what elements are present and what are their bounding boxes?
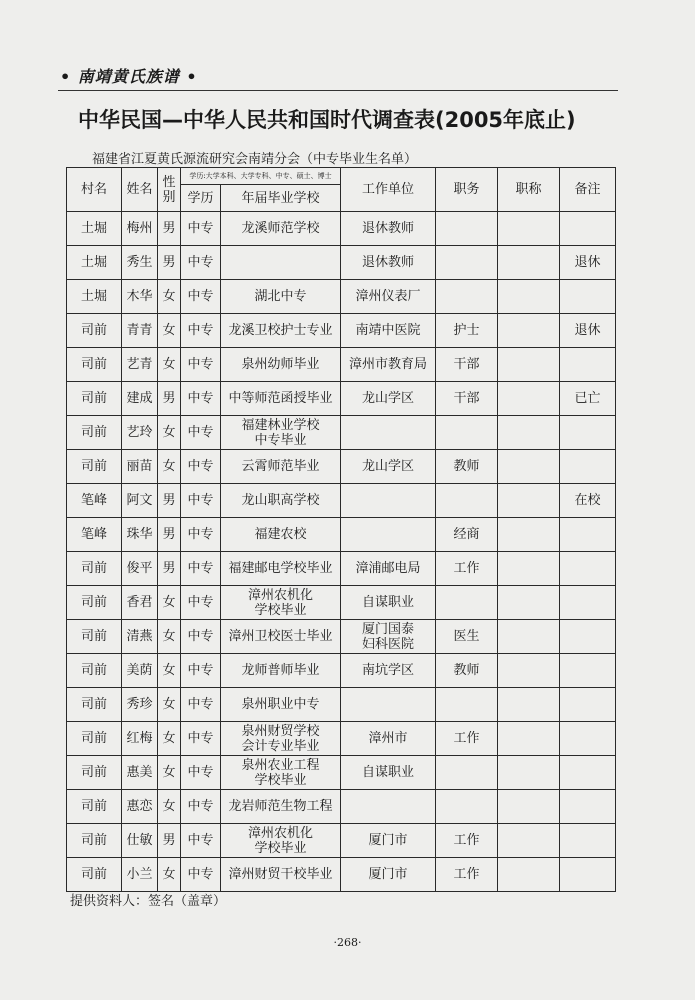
book-running-title: • 南靖黄氏族谱 • bbox=[60, 67, 198, 86]
cell-name: 建成 bbox=[122, 382, 158, 416]
cell-school bbox=[221, 246, 341, 280]
table-row bbox=[67, 688, 616, 722]
table-row bbox=[67, 586, 616, 620]
page-subtitle: 福建省江夏黄氏源流研究会南靖分会（中专毕业生名单） bbox=[92, 152, 418, 167]
table-row bbox=[67, 382, 616, 416]
cell-position bbox=[436, 416, 498, 450]
cell-education: 中专 bbox=[181, 722, 221, 756]
table-row bbox=[67, 722, 616, 756]
cell-title bbox=[498, 620, 560, 654]
cell-school: 龙山职高学校 bbox=[221, 484, 341, 518]
cell-school: 漳州卫校医士毕业 bbox=[221, 620, 341, 654]
cell-position bbox=[436, 790, 498, 824]
cell-workplace: 南靖中医院 bbox=[341, 314, 436, 348]
cell-education: 中专 bbox=[181, 450, 221, 484]
cell-name: 艺玲 bbox=[122, 416, 158, 450]
cell-remarks bbox=[560, 790, 616, 824]
cell-school: 泉州幼师毕业 bbox=[221, 348, 341, 382]
header-school: 年届毕业学校 bbox=[221, 185, 341, 212]
cell-name: 香君 bbox=[122, 586, 158, 620]
cell-name: 仕敏 bbox=[122, 824, 158, 858]
header-workplace: 工作单位 bbox=[341, 168, 436, 212]
cell-name: 美荫 bbox=[122, 654, 158, 688]
cell-school: 龙溪卫校护士专业 bbox=[221, 314, 341, 348]
cell-village: 笔峰 bbox=[67, 484, 122, 518]
cell-position: 医生 bbox=[436, 620, 498, 654]
cell-position: 工作 bbox=[436, 722, 498, 756]
page-number: ·268· bbox=[333, 936, 362, 949]
cell-education: 中专 bbox=[181, 654, 221, 688]
cell-village: 司前 bbox=[67, 790, 122, 824]
cell-workplace: 退休教师 bbox=[341, 212, 436, 246]
cell-gender: 女 bbox=[158, 450, 181, 484]
cell-school: 漳州农机化 学校毕业 bbox=[221, 586, 341, 620]
cell-remarks bbox=[560, 756, 616, 790]
cell-name: 丽苗 bbox=[122, 450, 158, 484]
cell-title bbox=[498, 314, 560, 348]
cell-workplace: 厦门国泰 妇科医院 bbox=[341, 620, 436, 654]
cell-school: 福建邮电学校毕业 bbox=[221, 552, 341, 586]
cell-position: 工作 bbox=[436, 858, 498, 892]
cell-village: 司前 bbox=[67, 348, 122, 382]
cell-village: 司前 bbox=[67, 654, 122, 688]
header-divider bbox=[58, 90, 618, 91]
cell-school: 泉州农业工程 学校毕业 bbox=[221, 756, 341, 790]
cell-workplace: 厦门市 bbox=[341, 824, 436, 858]
cell-title bbox=[498, 654, 560, 688]
cell-name: 秀珍 bbox=[122, 688, 158, 722]
cell-position: 工作 bbox=[436, 824, 498, 858]
cell-education: 中专 bbox=[181, 484, 221, 518]
cell-school: 福建农校 bbox=[221, 518, 341, 552]
cell-education: 中专 bbox=[181, 586, 221, 620]
cell-title bbox=[498, 722, 560, 756]
cell-village: 司前 bbox=[67, 620, 122, 654]
cell-name: 俊平 bbox=[122, 552, 158, 586]
cell-title bbox=[498, 484, 560, 518]
cell-name: 秀生 bbox=[122, 246, 158, 280]
cell-name: 小兰 bbox=[122, 858, 158, 892]
cell-title bbox=[498, 688, 560, 722]
table-row bbox=[67, 416, 616, 450]
cell-school: 龙溪师范学校 bbox=[221, 212, 341, 246]
header-gender: 性 别 bbox=[158, 168, 181, 212]
cell-gender: 女 bbox=[158, 586, 181, 620]
cell-school: 漳州农机化 学校毕业 bbox=[221, 824, 341, 858]
cell-village: 土堀 bbox=[67, 212, 122, 246]
cell-position: 护士 bbox=[436, 314, 498, 348]
cell-gender: 女 bbox=[158, 348, 181, 382]
table-row bbox=[67, 858, 616, 892]
cell-workplace bbox=[341, 790, 436, 824]
cell-workplace: 自谋职业 bbox=[341, 586, 436, 620]
table-row bbox=[67, 654, 616, 688]
cell-school: 湖北中专 bbox=[221, 280, 341, 314]
cell-name: 惠恋 bbox=[122, 790, 158, 824]
cell-remarks bbox=[560, 212, 616, 246]
cell-position bbox=[436, 484, 498, 518]
cell-remarks bbox=[560, 824, 616, 858]
cell-position: 经商 bbox=[436, 518, 498, 552]
cell-position bbox=[436, 280, 498, 314]
cell-village: 土堀 bbox=[67, 246, 122, 280]
cell-workplace bbox=[341, 416, 436, 450]
cell-title bbox=[498, 212, 560, 246]
cell-remarks bbox=[560, 858, 616, 892]
cell-title bbox=[498, 586, 560, 620]
cell-village: 司前 bbox=[67, 450, 122, 484]
cell-education: 中专 bbox=[181, 314, 221, 348]
table-body bbox=[67, 212, 616, 892]
cell-gender: 女 bbox=[158, 314, 181, 348]
table-row bbox=[67, 246, 616, 280]
cell-school: 泉州财贸学校 会计专业毕业 bbox=[221, 722, 341, 756]
cell-title bbox=[498, 790, 560, 824]
cell-education: 中专 bbox=[181, 348, 221, 382]
cell-gender: 男 bbox=[158, 382, 181, 416]
cell-remarks bbox=[560, 654, 616, 688]
cell-workplace: 龙山学区 bbox=[341, 450, 436, 484]
cell-name: 木华 bbox=[122, 280, 158, 314]
header-education-note: 学历:大学本科、大学专科、中专、硕士、博士 bbox=[181, 168, 341, 185]
cell-remarks: 退休 bbox=[560, 246, 616, 280]
table-row bbox=[67, 756, 616, 790]
table-row bbox=[67, 484, 616, 518]
cell-remarks bbox=[560, 586, 616, 620]
table-row bbox=[67, 314, 616, 348]
cell-gender: 男 bbox=[158, 552, 181, 586]
cell-education: 中专 bbox=[181, 756, 221, 790]
cell-school: 龙师普师毕业 bbox=[221, 654, 341, 688]
cell-education: 中专 bbox=[181, 518, 221, 552]
cell-remarks bbox=[560, 552, 616, 586]
cell-position: 教师 bbox=[436, 450, 498, 484]
cell-school: 中等师范函授毕业 bbox=[221, 382, 341, 416]
cell-gender: 女 bbox=[158, 620, 181, 654]
table-row bbox=[67, 824, 616, 858]
cell-position: 教师 bbox=[436, 654, 498, 688]
cell-remarks bbox=[560, 620, 616, 654]
cell-position bbox=[436, 756, 498, 790]
cell-workplace: 漳州仪表厂 bbox=[341, 280, 436, 314]
cell-workplace bbox=[341, 688, 436, 722]
cell-village: 司前 bbox=[67, 722, 122, 756]
cell-title bbox=[498, 756, 560, 790]
cell-title bbox=[498, 518, 560, 552]
table-row bbox=[67, 450, 616, 484]
cell-title bbox=[498, 246, 560, 280]
provider-signature-line: 提供资料人：签名（盖章） bbox=[70, 894, 227, 909]
cell-remarks bbox=[560, 348, 616, 382]
cell-name: 清燕 bbox=[122, 620, 158, 654]
cell-title bbox=[498, 824, 560, 858]
cell-gender: 女 bbox=[158, 280, 181, 314]
graduates-table bbox=[66, 167, 616, 892]
cell-education: 中专 bbox=[181, 280, 221, 314]
cell-gender: 男 bbox=[158, 246, 181, 280]
cell-education: 中专 bbox=[181, 552, 221, 586]
cell-education: 中专 bbox=[181, 824, 221, 858]
cell-name: 惠美 bbox=[122, 756, 158, 790]
cell-workplace: 龙山学区 bbox=[341, 382, 436, 416]
cell-title bbox=[498, 450, 560, 484]
cell-village: 司前 bbox=[67, 586, 122, 620]
cell-village: 司前 bbox=[67, 416, 122, 450]
cell-remarks bbox=[560, 416, 616, 450]
cell-education: 中专 bbox=[181, 688, 221, 722]
cell-workplace: 漳州市 bbox=[341, 722, 436, 756]
cell-title bbox=[498, 416, 560, 450]
cell-school: 泉州职业中专 bbox=[221, 688, 341, 722]
cell-position bbox=[436, 246, 498, 280]
cell-education: 中专 bbox=[181, 790, 221, 824]
cell-village: 土堀 bbox=[67, 280, 122, 314]
cell-education: 中专 bbox=[181, 620, 221, 654]
cell-remarks bbox=[560, 688, 616, 722]
header-remarks: 备注 bbox=[560, 168, 616, 212]
header-position: 职务 bbox=[436, 168, 498, 212]
table-row bbox=[67, 280, 616, 314]
cell-gender: 男 bbox=[158, 484, 181, 518]
cell-gender: 男 bbox=[158, 824, 181, 858]
cell-village: 笔峰 bbox=[67, 518, 122, 552]
cell-education: 中专 bbox=[181, 416, 221, 450]
cell-name: 红梅 bbox=[122, 722, 158, 756]
cell-title bbox=[498, 552, 560, 586]
cell-name: 阿文 bbox=[122, 484, 158, 518]
cell-name: 梅州 bbox=[122, 212, 158, 246]
cell-gender: 女 bbox=[158, 790, 181, 824]
cell-position: 工作 bbox=[436, 552, 498, 586]
cell-school: 龙岩师范生物工程 bbox=[221, 790, 341, 824]
cell-school: 福建林业学校 中专毕业 bbox=[221, 416, 341, 450]
table-row bbox=[67, 212, 616, 246]
cell-title bbox=[498, 280, 560, 314]
cell-position bbox=[436, 212, 498, 246]
table-row bbox=[67, 552, 616, 586]
cell-name: 艺青 bbox=[122, 348, 158, 382]
table-row bbox=[67, 790, 616, 824]
cell-school: 云霄师范毕业 bbox=[221, 450, 341, 484]
header-education: 学历 bbox=[181, 185, 221, 212]
cell-education: 中专 bbox=[181, 212, 221, 246]
cell-title bbox=[498, 382, 560, 416]
table-row bbox=[67, 620, 616, 654]
cell-workplace bbox=[341, 518, 436, 552]
cell-remarks: 在校 bbox=[560, 484, 616, 518]
cell-village: 司前 bbox=[67, 756, 122, 790]
cell-village: 司前 bbox=[67, 858, 122, 892]
cell-workplace: 厦门市 bbox=[341, 858, 436, 892]
cell-remarks: 已亡 bbox=[560, 382, 616, 416]
cell-gender: 男 bbox=[158, 518, 181, 552]
cell-remarks bbox=[560, 450, 616, 484]
cell-position: 干部 bbox=[436, 348, 498, 382]
cell-workplace: 南坑学区 bbox=[341, 654, 436, 688]
cell-position bbox=[436, 586, 498, 620]
table-row bbox=[67, 518, 616, 552]
header-title: 职称 bbox=[498, 168, 560, 212]
cell-workplace: 退休教师 bbox=[341, 246, 436, 280]
cell-workplace: 自谋职业 bbox=[341, 756, 436, 790]
cell-remarks bbox=[560, 518, 616, 552]
cell-village: 司前 bbox=[67, 688, 122, 722]
cell-gender: 女 bbox=[158, 756, 181, 790]
cell-remarks bbox=[560, 280, 616, 314]
cell-name: 珠华 bbox=[122, 518, 158, 552]
cell-education: 中专 bbox=[181, 382, 221, 416]
cell-workplace: 漳浦邮电局 bbox=[341, 552, 436, 586]
cell-gender: 女 bbox=[158, 654, 181, 688]
page-title: 中华民国—中华人民共和国时代调查表(2005年底止) bbox=[78, 108, 576, 132]
cell-title bbox=[498, 858, 560, 892]
table-row bbox=[67, 348, 616, 382]
cell-village: 司前 bbox=[67, 552, 122, 586]
header-name: 姓名 bbox=[122, 168, 158, 212]
cell-education: 中专 bbox=[181, 246, 221, 280]
cell-remarks bbox=[560, 722, 616, 756]
cell-position bbox=[436, 688, 498, 722]
cell-gender: 女 bbox=[158, 722, 181, 756]
cell-gender: 女 bbox=[158, 416, 181, 450]
cell-position: 干部 bbox=[436, 382, 498, 416]
cell-name: 青青 bbox=[122, 314, 158, 348]
header-village: 村名 bbox=[67, 168, 122, 212]
cell-village: 司前 bbox=[67, 824, 122, 858]
cell-village: 司前 bbox=[67, 382, 122, 416]
cell-gender: 男 bbox=[158, 212, 181, 246]
cell-title bbox=[498, 348, 560, 382]
cell-village: 司前 bbox=[67, 314, 122, 348]
cell-gender: 女 bbox=[158, 858, 181, 892]
cell-school: 漳州财贸干校毕业 bbox=[221, 858, 341, 892]
cell-workplace: 漳州市教育局 bbox=[341, 348, 436, 382]
cell-gender: 女 bbox=[158, 688, 181, 722]
cell-remarks: 退休 bbox=[560, 314, 616, 348]
cell-education: 中专 bbox=[181, 858, 221, 892]
cell-workplace bbox=[341, 484, 436, 518]
